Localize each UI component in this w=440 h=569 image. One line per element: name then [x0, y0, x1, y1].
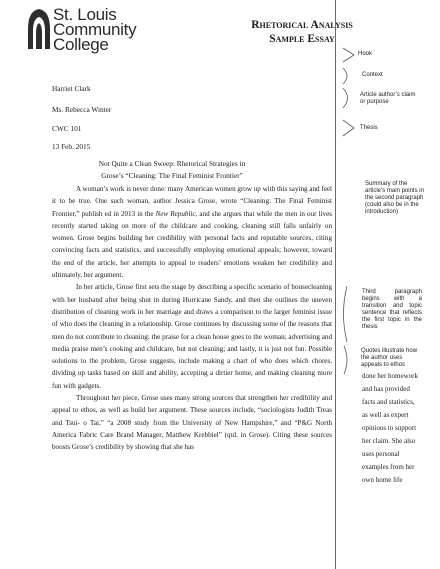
paragraph-3: Throughout her piece, Grose uses many strong sources that strengthen her credibility and appeal to ethos, as well as build her argument. These sources include, “sociologists Judith Treas and Tsui- o Tai,” “a 2008 study from the University of New Hampshire,” and “P&G North America Fabric Care Brand Manager, Matthew Krebbiel” (qtd. in Grose). Citing these sources boosts Grose’s credibility by showing that she has — [52, 394, 332, 452]
note-context: Context — [362, 72, 383, 78]
essay-title-line-1: Not Quite a Clean Sweep: Rhetorical Strategies in — [98, 159, 246, 168]
note-continuation: done her homework and has provided facts and statistics, as well as expert opinions to support her claim. She also uses personal examples from her own home life — [362, 372, 418, 484]
essay-title-line-2: Grose’s “Cleaning: The Final Feminist Frontier” — [101, 171, 243, 180]
course-code: CWC 101 — [52, 124, 82, 133]
quotes-bracket-icon — [344, 346, 347, 374]
essay-date: 13 Feb. 2015 — [52, 142, 91, 151]
claim-bracket-icon — [343, 88, 348, 108]
paragraph-1: A woman’s work is never done: many American women grow up with this saying and feel it to be true. One such woman, author Jessica Grose, wrote “Cleaning: The Final Feminist Frontier,” publish ed in 2013 in the New Republic, and she argues that while the men in our lives recently started taking on more of the childcare and cooking, cleaning still falls unfairly on women. Grose begins building her credibility with personal facts and reputable sources, citing convincing facts and statistics, and successfully employing emotional appeals; however, toward the end of the article, her attempts to appeal to readers’ emotions weaken her credibility and ultimately, her argument. — [52, 185, 332, 280]
title-line-1: Rhetorical Analysis — [251, 19, 353, 31]
logo-line-1: St. Louis — [53, 5, 117, 24]
logo-line-2: Community — [53, 20, 137, 39]
third-paragraph-bracket-icon — [344, 286, 348, 342]
context-bracket-icon — [343, 68, 347, 84]
author-name: Harriet Clark — [52, 84, 91, 93]
paragraph-2: In her article, Grose first sets the stage by describing a specific scenario of housecleaning with her husband after being shut in during Hurricane Sandy, and then she outlines the uneven distribution of cleaning work in her marriage and draws a comparison to the larger feminist issue of who does the cleaning in a relationship. Grose continues by discussing some of the reasons that men do not contribute to cleaning: the praise for a clean house goes to the woman; advertising and media praise men’s cooking and childcare, but not cleaning; and lastly, it is just not fun. Possible solutions to the problem, Grose suggests, include making a chart of who does which chores, dividing up tasks based on skill and ability, accepting a dirtier home, and making cleaning more fun with gadgets. — [52, 283, 332, 390]
note-quotes: Quotes illustrate how the author uses appeals to ethos — [361, 348, 418, 368]
note-third-paragraph: Third paragraph begins with a transition and topic sentence that reflects the first topic in the thesis — [362, 289, 422, 330]
logo-line-3: College — [53, 35, 109, 54]
note-summary: Summary of the article’s main points in the second paragraph (could also be in the introduction) — [365, 181, 424, 215]
title-line-2: Sample Essay — [269, 33, 335, 45]
note-thesis: Thesis — [360, 125, 378, 131]
publication-name: New Republic — [155, 209, 196, 218]
thesis-arrow-icon — [343, 120, 354, 136]
note-claim: Article author’s claim or purpose — [360, 92, 416, 105]
note-hook: Hook — [358, 51, 373, 57]
instructor-name: Ms. Rebecca Winter — [52, 105, 112, 114]
hook-arrow-icon — [343, 48, 354, 62]
